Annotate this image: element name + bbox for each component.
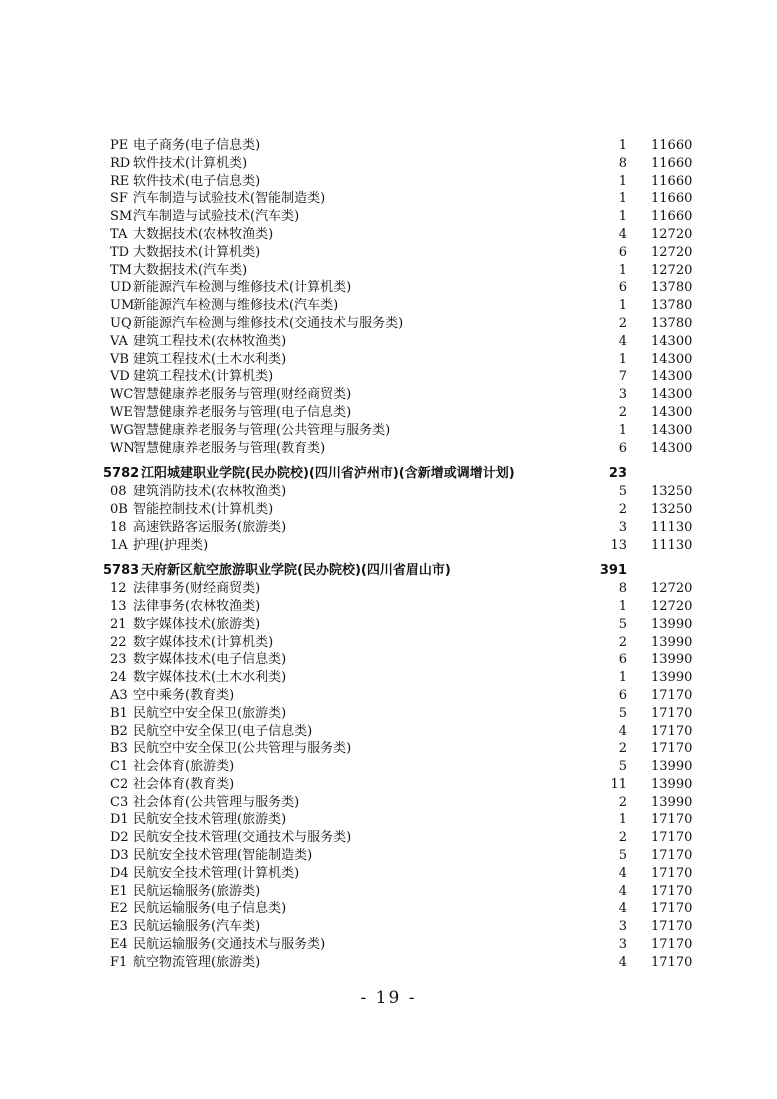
tuition-fee: 17170 bbox=[651, 705, 693, 721]
major-name: 民航空中安全保卫(电子信息类) bbox=[133, 723, 313, 739]
major-code: F1 bbox=[110, 954, 128, 970]
major-name: 高速铁路客运服务(旅游类) bbox=[133, 519, 287, 535]
major-code: 18 bbox=[110, 519, 127, 535]
major-name: 新能源汽车检测与维修技术(汽车类) bbox=[133, 298, 339, 314]
table-row bbox=[0, 900, 777, 918]
table-row bbox=[0, 918, 777, 936]
tuition-fee: 11660 bbox=[651, 191, 693, 207]
major-code: TA bbox=[110, 226, 128, 242]
tuition-fee: 17170 bbox=[651, 919, 693, 935]
tuition-fee: 13780 bbox=[651, 280, 693, 296]
major-name: 建筑工程技术(计算机类) bbox=[133, 369, 274, 385]
plan-count: 2 bbox=[618, 404, 627, 420]
table-row bbox=[0, 173, 777, 191]
plan-count: 6 bbox=[618, 687, 627, 703]
school-name: 天府新区航空旅游职业学院(民办院校)(四川省眉山市) bbox=[141, 563, 451, 579]
table-row bbox=[0, 687, 777, 705]
tuition-fee: 12720 bbox=[651, 244, 693, 260]
major-name: 数字媒体技术(土木水利类) bbox=[133, 670, 287, 686]
tuition-fee: 11660 bbox=[651, 155, 693, 171]
plan-count: 4 bbox=[618, 333, 627, 349]
table-row bbox=[0, 333, 777, 351]
major-name: 社会体育(公共管理与服务类) bbox=[133, 794, 300, 810]
major-name: 智慧健康养老服务与管理(电子信息类) bbox=[133, 404, 352, 420]
plan-count: 1 bbox=[618, 138, 627, 153]
major-name: 软件技术(电子信息类) bbox=[133, 173, 261, 189]
plan-count: 1 bbox=[618, 191, 627, 207]
major-code: 21 bbox=[110, 616, 127, 632]
major-code: B3 bbox=[110, 741, 128, 757]
table-row bbox=[0, 669, 777, 687]
major-name: 民航空中安全保卫(旅游类) bbox=[133, 705, 287, 721]
plan-count: 5 bbox=[618, 759, 627, 775]
table-row bbox=[0, 865, 777, 883]
school-header bbox=[0, 562, 777, 580]
major-code: 08 bbox=[110, 484, 127, 500]
table-row bbox=[0, 954, 777, 972]
major-name: 大数据技术(计算机类) bbox=[133, 244, 261, 260]
plan-count: 1 bbox=[618, 262, 627, 278]
major-name: 汽车制造与试验技术(智能制造类) bbox=[133, 191, 326, 207]
major-code: UD bbox=[110, 280, 132, 296]
plan-count: 11 bbox=[610, 776, 627, 792]
table-row bbox=[0, 616, 777, 634]
major-name: 民航安全技术管理(计算机类) bbox=[133, 865, 300, 881]
table-row bbox=[0, 386, 777, 404]
plan-count: 13 bbox=[610, 537, 627, 553]
major-name: 社会体育(教育类) bbox=[133, 776, 235, 792]
tuition-fee: 13990 bbox=[651, 616, 693, 632]
major-code: E1 bbox=[110, 883, 128, 899]
major-code: E2 bbox=[110, 901, 128, 917]
table-row bbox=[0, 226, 777, 244]
major-name: 数字媒体技术(旅游类) bbox=[133, 616, 261, 632]
major-code: 0B bbox=[110, 501, 128, 517]
major-code: VB bbox=[110, 351, 129, 367]
tuition-fee: 11660 bbox=[651, 209, 693, 225]
major-code: UM bbox=[110, 298, 135, 314]
table-row bbox=[0, 297, 777, 315]
plan-count: 3 bbox=[618, 937, 627, 953]
table-row bbox=[0, 740, 777, 758]
major-name: 民航运输服务(电子信息类) bbox=[133, 901, 287, 917]
major-code: WG bbox=[110, 422, 134, 438]
major-code: UQ bbox=[110, 315, 132, 331]
table-row bbox=[0, 758, 777, 776]
major-code: SF bbox=[110, 191, 128, 207]
table-row bbox=[0, 315, 777, 333]
major-name: 建筑工程技术(土木水利类) bbox=[133, 351, 287, 367]
plan-count: 4 bbox=[618, 226, 627, 242]
major-name: 软件技术(计算机类) bbox=[133, 155, 248, 171]
major-name: 新能源汽车检测与维修技术(交通技术与服务类) bbox=[133, 315, 404, 331]
plan-count: 8 bbox=[618, 581, 627, 597]
tuition-fee: 12720 bbox=[651, 581, 693, 597]
plan-count: 5 bbox=[618, 848, 627, 864]
plan-count: 1 bbox=[618, 422, 627, 438]
major-name: 智能控制技术(计算机类) bbox=[133, 501, 274, 517]
tuition-fee: 13250 bbox=[651, 501, 693, 517]
plan-count: 1 bbox=[618, 351, 627, 367]
table-row bbox=[0, 723, 777, 741]
tuition-fee: 17170 bbox=[651, 901, 693, 917]
school-code: 5783 bbox=[103, 563, 140, 579]
plan-count: 3 bbox=[618, 519, 627, 535]
major-code: E4 bbox=[110, 937, 128, 953]
plan-count: 4 bbox=[618, 901, 627, 917]
plan-count: 1 bbox=[618, 298, 627, 314]
tuition-fee: 13990 bbox=[651, 776, 693, 792]
tuition-fee: 13990 bbox=[651, 670, 693, 686]
major-code: 22 bbox=[110, 634, 127, 650]
major-name: 社会体育(旅游类) bbox=[133, 759, 235, 775]
plan-count: 4 bbox=[618, 865, 627, 881]
tuition-fee: 17170 bbox=[651, 954, 693, 970]
plan-count: 5 bbox=[618, 705, 627, 721]
plan-count: 2 bbox=[618, 634, 627, 650]
major-code: A3 bbox=[110, 687, 128, 703]
tuition-fee: 14300 bbox=[651, 404, 693, 420]
table-row bbox=[0, 501, 777, 519]
table-row bbox=[0, 208, 777, 226]
major-name: 大数据技术(农林牧渔类) bbox=[133, 226, 274, 242]
tuition-fee: 14300 bbox=[651, 351, 693, 367]
tuition-fee: 17170 bbox=[651, 830, 693, 846]
major-name: 智慧健康养老服务与管理(教育类) bbox=[133, 440, 326, 456]
school-total: 23 bbox=[608, 466, 627, 482]
table-row bbox=[0, 847, 777, 865]
table-row bbox=[0, 422, 777, 440]
major-name: 电子商务(电子信息类) bbox=[133, 138, 261, 153]
major-code: 24 bbox=[110, 670, 127, 686]
tuition-fee: 12720 bbox=[651, 226, 693, 242]
tuition-fee: 17170 bbox=[651, 865, 693, 881]
table-row bbox=[0, 137, 777, 155]
major-name: 民航安全技术管理(旅游类) bbox=[133, 812, 287, 828]
plan-count: 2 bbox=[618, 830, 627, 846]
major-name: 大数据技术(汽车类) bbox=[133, 262, 248, 278]
major-code: RD bbox=[110, 155, 131, 171]
major-code: B2 bbox=[110, 723, 128, 739]
plan-count: 7 bbox=[618, 369, 627, 385]
table-row bbox=[0, 811, 777, 829]
plan-count: 6 bbox=[618, 280, 627, 296]
major-name: 民航安全技术管理(智能制造类) bbox=[133, 848, 313, 864]
major-name: 民航运输服务(汽车类) bbox=[133, 919, 261, 935]
major-code: WN bbox=[110, 440, 135, 456]
tuition-fee: 11660 bbox=[651, 173, 693, 189]
major-code: B1 bbox=[110, 705, 128, 721]
tuition-fee: 13990 bbox=[651, 652, 693, 668]
table-row bbox=[0, 580, 777, 598]
major-code: SM bbox=[110, 209, 133, 225]
major-code: 13 bbox=[110, 598, 127, 614]
plan-count: 1 bbox=[618, 598, 627, 614]
page-number: - 19 - bbox=[360, 988, 417, 1008]
plan-count: 1 bbox=[618, 173, 627, 189]
plan-table bbox=[0, 137, 777, 972]
school-name: 江阳城建职业学院(民办院校)(四川省泸州市)(含新增或调增计划) bbox=[141, 466, 515, 482]
tuition-fee: 13780 bbox=[651, 315, 693, 331]
major-name: 数字媒体技术(电子信息类) bbox=[133, 652, 287, 668]
major-code: RE bbox=[110, 173, 130, 189]
tuition-fee: 14300 bbox=[651, 369, 693, 385]
tuition-fee: 17170 bbox=[651, 937, 693, 953]
major-name: 法律事务(财经商贸类) bbox=[133, 581, 261, 597]
table-row bbox=[0, 440, 777, 458]
major-name: 民航运输服务(旅游类) bbox=[133, 883, 261, 899]
tuition-fee: 11130 bbox=[651, 537, 693, 553]
major-code: WC bbox=[110, 387, 134, 403]
tuition-fee: 13990 bbox=[651, 634, 693, 650]
tuition-fee: 14300 bbox=[651, 440, 693, 456]
major-code: C2 bbox=[110, 776, 129, 792]
plan-count: 2 bbox=[618, 501, 627, 517]
plan-count: 1 bbox=[618, 209, 627, 225]
major-name: 建筑消防技术(农林牧渔类) bbox=[133, 484, 287, 500]
table-row bbox=[0, 244, 777, 262]
major-name: 智慧健康养老服务与管理(财经商贸类) bbox=[133, 387, 352, 403]
tuition-fee: 14300 bbox=[651, 333, 693, 349]
plan-count: 1 bbox=[618, 670, 627, 686]
plan-count: 3 bbox=[618, 387, 627, 403]
major-name: 空中乘务(教育类) bbox=[133, 687, 235, 703]
major-code: VA bbox=[110, 333, 128, 349]
major-code: D3 bbox=[110, 848, 129, 864]
plan-count: 8 bbox=[618, 155, 627, 171]
table-row bbox=[0, 883, 777, 901]
major-code: C3 bbox=[110, 794, 129, 810]
major-name: 航空物流管理(旅游类) bbox=[133, 954, 261, 970]
major-code: WE bbox=[110, 404, 133, 420]
table-row bbox=[0, 537, 777, 555]
major-code: D2 bbox=[110, 830, 129, 846]
major-code: D1 bbox=[110, 812, 129, 828]
school-total: 391 bbox=[599, 563, 627, 579]
tuition-fee: 14300 bbox=[651, 387, 693, 403]
plan-count: 5 bbox=[618, 484, 627, 500]
table-row bbox=[0, 404, 777, 422]
major-code: 12 bbox=[110, 581, 127, 597]
plan-count: 4 bbox=[618, 723, 627, 739]
major-name: 民航安全技术管理(交通技术与服务类) bbox=[133, 830, 352, 846]
major-code: PE bbox=[110, 138, 129, 153]
table-row bbox=[0, 651, 777, 669]
plan-count: 6 bbox=[618, 652, 627, 668]
school-code: 5782 bbox=[103, 466, 140, 482]
tuition-fee: 17170 bbox=[651, 723, 693, 739]
major-name: 智慧健康养老服务与管理(公共管理与服务类) bbox=[133, 422, 391, 438]
table-row bbox=[0, 794, 777, 812]
table-row bbox=[0, 279, 777, 297]
table-row bbox=[0, 705, 777, 723]
plan-count: 4 bbox=[618, 883, 627, 899]
table-row bbox=[0, 155, 777, 173]
plan-count: 6 bbox=[618, 244, 627, 260]
table-row bbox=[0, 262, 777, 280]
major-name: 新能源汽车检测与维修技术(计算机类) bbox=[133, 280, 352, 296]
major-name: 数字媒体技术(计算机类) bbox=[133, 634, 274, 650]
major-code: VD bbox=[110, 369, 130, 385]
major-code: TM bbox=[110, 262, 132, 278]
table-row bbox=[0, 190, 777, 208]
major-name: 建筑工程技术(农林牧渔类) bbox=[133, 333, 287, 349]
table-row bbox=[0, 519, 777, 537]
tuition-fee: 17170 bbox=[651, 848, 693, 864]
tuition-fee: 14300 bbox=[651, 422, 693, 438]
table-row bbox=[0, 634, 777, 652]
tuition-fee: 13990 bbox=[651, 759, 693, 775]
major-name: 汽车制造与试验技术(汽车类) bbox=[133, 209, 300, 225]
table-row bbox=[0, 483, 777, 501]
plan-count: 2 bbox=[618, 741, 627, 757]
table-row bbox=[0, 829, 777, 847]
plan-count: 2 bbox=[618, 315, 627, 331]
major-name: 护理(护理类) bbox=[133, 537, 209, 553]
major-name: 民航空中安全保卫(公共管理与服务类) bbox=[133, 741, 352, 757]
table-row bbox=[0, 598, 777, 616]
major-code: E3 bbox=[110, 919, 128, 935]
major-code: 23 bbox=[110, 652, 127, 668]
tuition-fee: 11660 bbox=[651, 138, 693, 153]
plan-count: 1 bbox=[618, 812, 627, 828]
tuition-fee: 17170 bbox=[651, 687, 693, 703]
plan-count: 5 bbox=[618, 616, 627, 632]
school-header bbox=[0, 465, 777, 483]
tuition-fee: 12720 bbox=[651, 598, 693, 614]
plan-count: 4 bbox=[618, 954, 627, 970]
tuition-fee: 12720 bbox=[651, 262, 693, 278]
tuition-fee: 13780 bbox=[651, 298, 693, 314]
tuition-fee: 17170 bbox=[651, 812, 693, 828]
major-name: 法律事务(农林牧渔类) bbox=[133, 598, 261, 614]
major-name: 民航运输服务(交通技术与服务类) bbox=[133, 937, 326, 953]
tuition-fee: 11130 bbox=[651, 519, 693, 535]
tuition-fee: 17170 bbox=[651, 741, 693, 757]
table-row bbox=[0, 351, 777, 369]
plan-count: 2 bbox=[618, 794, 627, 810]
major-code: TD bbox=[110, 244, 130, 260]
table-row bbox=[0, 368, 777, 386]
tuition-fee: 17170 bbox=[651, 883, 693, 899]
table-row bbox=[0, 776, 777, 794]
major-code: C1 bbox=[110, 759, 129, 775]
tuition-fee: 13250 bbox=[651, 484, 693, 500]
major-code: D4 bbox=[110, 865, 129, 881]
plan-count: 6 bbox=[618, 440, 627, 456]
tuition-fee: 13990 bbox=[651, 794, 693, 810]
table-row bbox=[0, 936, 777, 954]
plan-count: 3 bbox=[618, 919, 627, 935]
major-code: 1A bbox=[110, 537, 128, 553]
